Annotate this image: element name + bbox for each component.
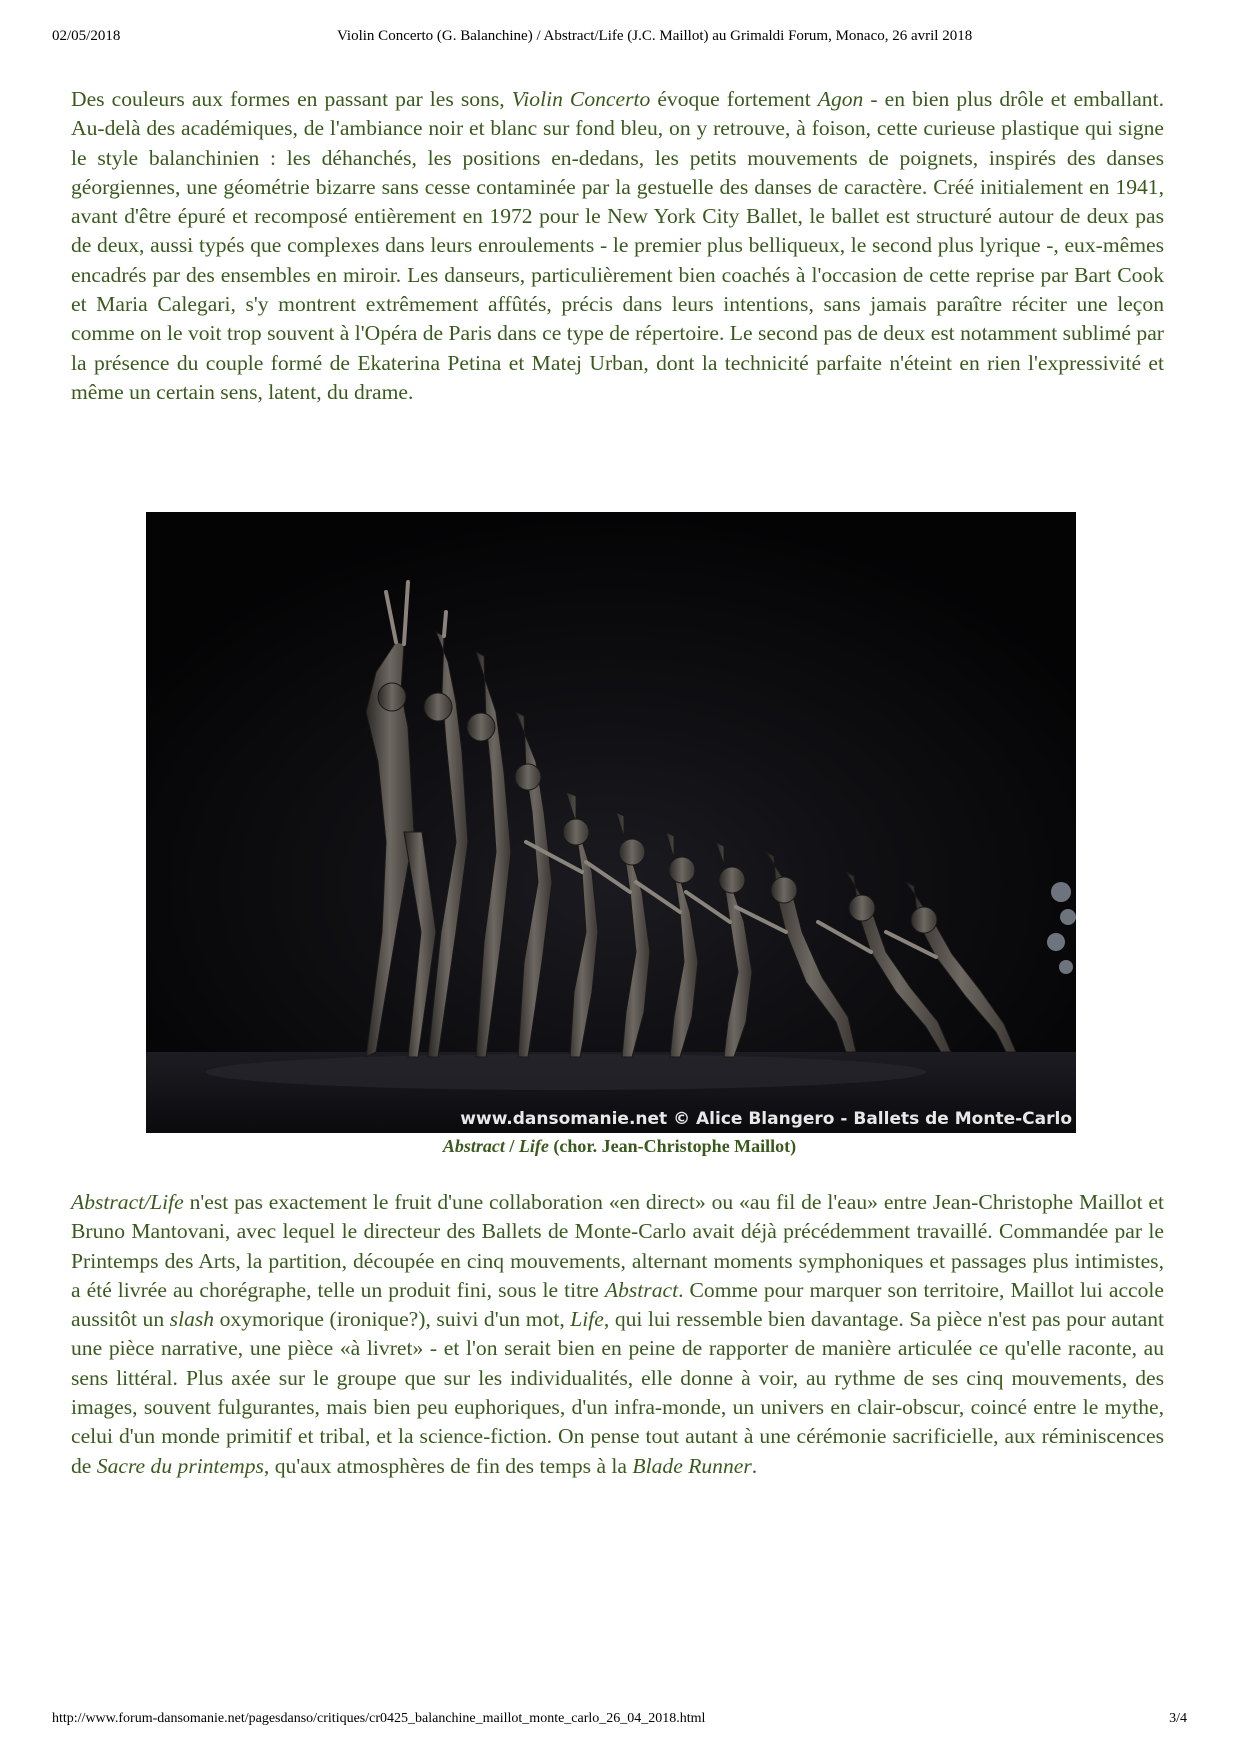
dancers-illustration [146,512,1076,1133]
text-run: Des couleurs aux formes en passant par les sons, [71,87,512,111]
article-paragraph-1 [71,85,1164,407]
emphasis: slash [169,1307,215,1332]
work-title: Life [570,1307,604,1332]
print-date: 02/05/2018 [52,28,121,44]
caption-title: Life [518,1136,549,1156]
article-paragraph-2 [71,1188,1164,1481]
work-title: Agon [817,87,864,111]
work-title: Sacre du printemps [96,1453,264,1478]
caption-separator: / [504,1136,519,1156]
caption-credit: (chor. Jean-Christophe Maillot) [548,1136,797,1156]
text-run: évoque fortement [650,87,818,111]
text-run: n'est pas exactement le fruit d'une collaboration «en direct» ou «au fil de l'eau» entre Jean-Christophe Maillot et Bruno Mantovani, avec lequel le directeur des Ballets de Monte-Carlo avait déjà précédemment travaillé. Commandée par le Printemps des Arts, la partition, découpée en cinq mouvements, alternant moments symphoniques et passages plus intimistes, a été livrée au chorégraphe, telle un produit fini, sous le titre [71,1190,1164,1302]
photo-credit: www.dansomanie.net © Alice Blangero - Ballets de Monte-Carlo [460,1109,1072,1129]
page-number: 3/4 [1169,1711,1187,1726]
text-run: , qu'aux atmosphères de fin des temps à la [263,1453,633,1478]
text-run: oxymorique (ironique?), suivi d'un mot, [214,1307,571,1332]
work-title: Abstract [604,1277,679,1302]
text-run: , qui lui ressemble bien davantage. Sa pièce n'est pas pour autant une pièce narrative, une pièce «à livret» - et l'on serait bien en peine de rapporter de manière articulée ce qu'elle raconte, au sens littéral. Plus axée sur le groupe que sur les individualités, elle donne à voir, au rythme de ses cinq mouvements, des images, souvent fulgurantes, mais bien peu euphoriques, d'un infra-monde, un univers en clair-obscur, coincé entre le mythe, celui d'un monde primitif et tribal, et la science-fiction. On pense tout autant à une cérémonie sacrificielle, aux réminiscences de [71,1307,1165,1478]
text-run: . [751,1453,758,1478]
page-url: http://www.forum-dansomanie.net/pagesdanso/critiques/cr0425_balanchine_maillot_monte_carlo_26_04_2018.html [52,1711,706,1726]
text-run: . Comme pour marquer son territoire, Maillot lui accole aussitôt un [71,1277,1164,1332]
work-title: Blade Runner [632,1453,752,1478]
page-title: Violin Concerto (G. Balanchine) / Abstract/Life (J.C. Maillot) au Grimaldi Forum, Monaco, 26 avril 2018 [337,28,973,44]
work-title: Abstract/Life [71,1190,184,1214]
caption-title: Abstract [442,1136,505,1156]
figure-caption [0,1136,1239,1157]
dance-photo [146,512,1076,1133]
work-title: Violin Concerto [511,87,651,111]
text-run: - en bien plus drôle et emballant. Au-delà des académiques, de l'ambiance noir et blanc sur fond bleu, on y retrouve, à foison, cette curieuse plastique qui signe le style balanchinien : les déhanchés, les positions en-dedans, les petits mouvements de poignets, inspirés des danses géorgiennes, une géométrie bizarre sans cesse contaminée par la gestuelle des danses de caractère. Créé initialement en 1941, avant d'être épuré et recomposé entièrement en 1972 pour le New York City Ballet, le ballet est structuré autour de deux pas de deux, aussi typés que complexes dans leurs enroulements - le premier plus belliqueux, le second plus lyrique -, eux-mêmes encadrés par des ensembles en miroir. Les danseurs, particulièrement bien coachés à l'occasion de cette reprise par Bart Cook et Maria Calegari, s'y montrent extrêmement affûtés, précis dans leurs intentions, sans jamais paraître réciter une leçon comme on le voit trop souvent à l'Opéra de Paris dans ce type de répertoire. Le second pas de deux est notamment sublimé par la présence du couple formé de Ekaterina Petina et Matej Urban, dont la technicité parfaite n'éteint en rien l'expressivité et même un certain sens, latent, du drame. [71,87,1164,404]
